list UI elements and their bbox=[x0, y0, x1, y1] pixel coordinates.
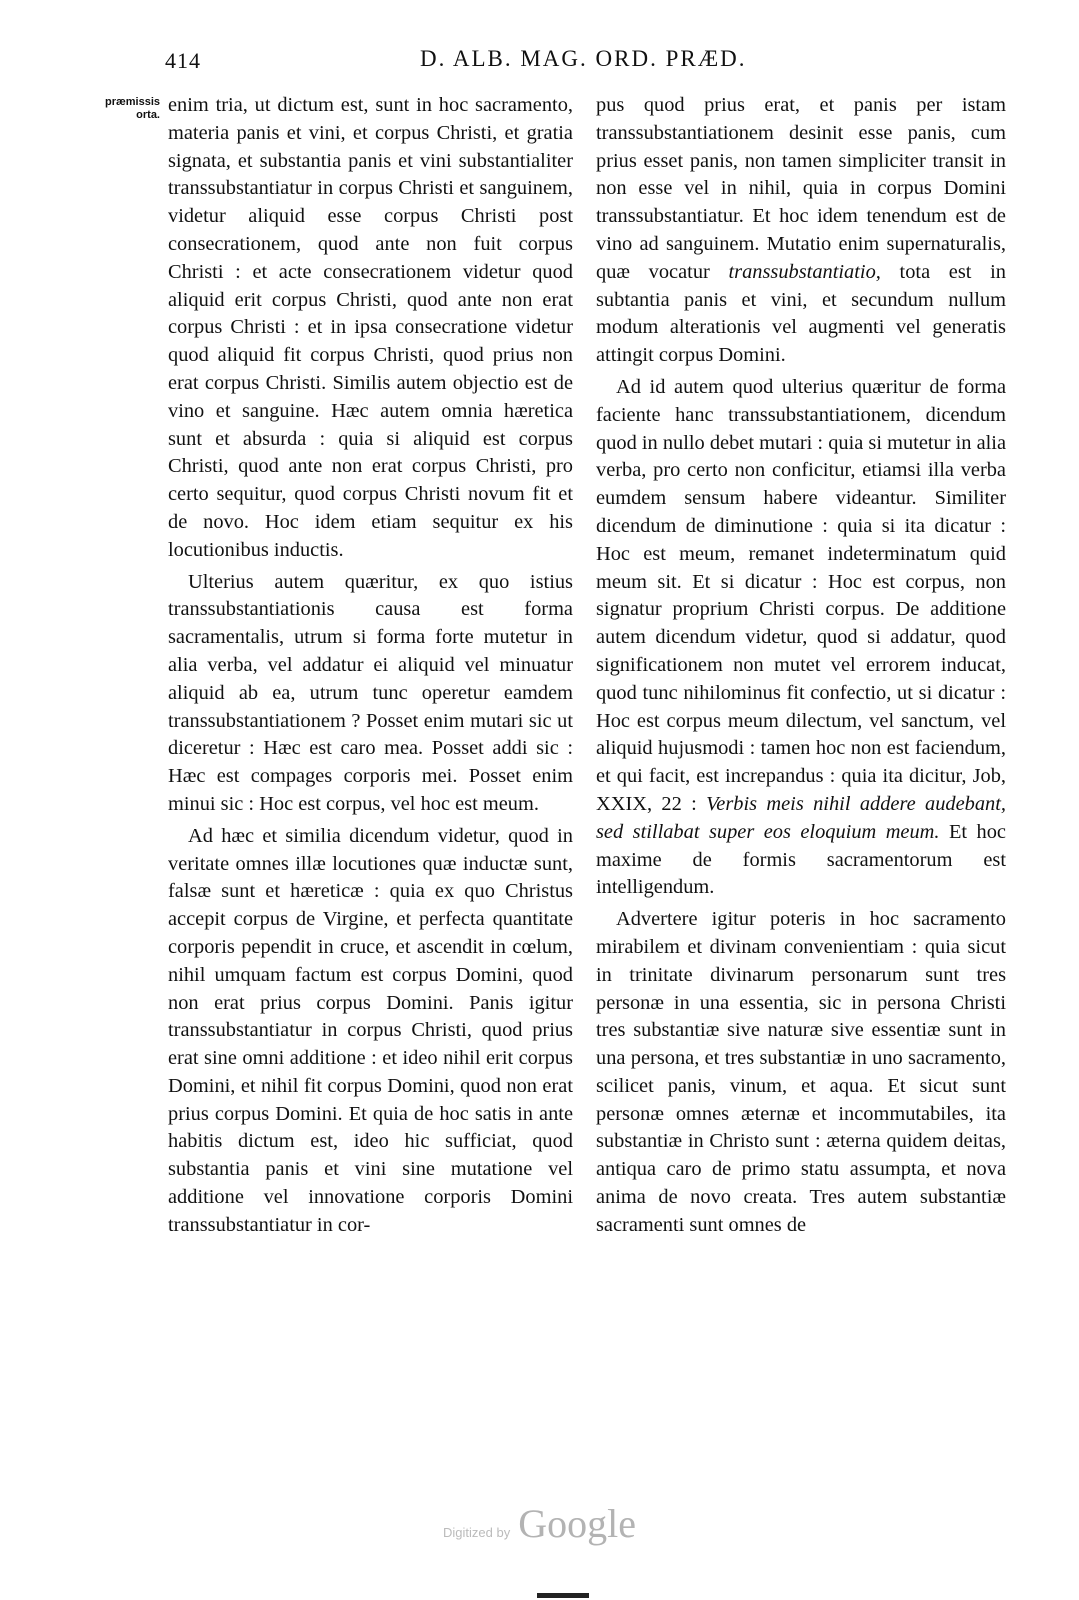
footer-watermark bbox=[0, 1500, 1079, 1547]
paragraph-text: tota est in subtantia panis et vini, et secundum nullum modum alterationis vel augmenti vel generatis attingit corpus Domini. bbox=[596, 260, 1006, 367]
paragraph-text: pus quod prius erat, et panis per istam transsubstantiationem desinit esse panis, cum prius esset panis, non tamen simpliciter transit in non esse vel in nihil, quia in corpus Domini transsubstantiatur. Et hoc idem tenendum est de vino ad sanguinem. Mutatio enim supernaturalis, quæ vocatur bbox=[596, 94, 1006, 283]
margin-note bbox=[78, 96, 160, 122]
paragraph-text: Ad id autem quod ulterius quæritur de forma faciente hanc transsubstantiationem, dicendum quod in nullo debet mutari : quia si mutetur in alia verba, pro certo non conficitur, etiamsi illa verba eumdem sensum habere videantur. Similiter dicendum de diminutione : quia si ita dicatur : Hoc est meum, remanet indeterminatum quid meum sit. Et si dicatur : Hoc est corpus, non signatur proprium Christi corpus. De additione autem dicendum videtur, quod si addatur, quod significationem non mutet vel errorem inducat, quod tunc nihilominus fit confectio, ut si dicatur : Hoc est corpus meum dilectum, vel sanctum, vel aliquid hujusmodi : tamen hoc non est faciendum, et qui facit, est increpandus : quia ita dicitur, Job, XXIX, 22 : bbox=[596, 375, 1007, 815]
paragraph: Ulterius autem quæritur, ex quo istius transsubstantiationis causa est forma sacramentalis, utrum si forma forte mutetur in alia verba, vel addatur ei aliquid vel minuatur aliquid ab ea, utrum tunc operetur eamdem transsubstantiationem ? Posset enim mutari sic ut diceretur : Hæc est caro mea. Posset addi sic : Hæc est compages corporis mei. Posset enim minui sic : Hoc est corpus, vel hoc est meum. bbox=[168, 570, 573, 815]
italic-term: transsubstantiatio, bbox=[728, 260, 881, 283]
paragraph: Advertere igitur poteris in hoc sacramento mirabilem et divinam convenientiam : quia sicut in trinitate divinarum personarum sunt tres personæ in una essentia, sic in persona Christi tres substantiæ sive naturæ sive essentiæ sunt in una persona, et tres substantiæ in uno sacramento, scilicet panis, vinum, et aqua. Et sicut sunt personæ omnes æternæ et incommutabiles, ita substantiæ in Christo sunt : æterna quidem deitas, antiqua caro de primo statu assumpta, et nova anima de novo creata. Tres autem substantiæ sacramenti sunt omnes de bbox=[596, 908, 1006, 1236]
paragraph bbox=[596, 92, 1006, 370]
running-head: D. ALB. MAG. ORD. PRÆD. bbox=[420, 46, 747, 71]
bottom-rule bbox=[537, 1593, 589, 1598]
margin-note-line: præmissis bbox=[104, 96, 160, 108]
paragraph-text: Et hoc maxime de formis sacramentorum est intelligendum. bbox=[596, 820, 1006, 899]
margin-note-line: orta. bbox=[136, 109, 160, 121]
page-number: 414 bbox=[165, 48, 201, 73]
left-column bbox=[168, 92, 573, 1244]
paragraph: Ad hæc et similia dicendum videtur, quod in veritate omnes illæ locutiones quæ inductæ sunt, falsæ sunt et hæreticæ : quia ex quo Christus accepit corpus de Virgine, et perfecta quantitate corporis pependit in cruce, et ascendit in cœlum, nihil umquam factum est corpus Domini, quod non erat prius corpus Domini. Panis igitur transsubstantiatur in corpus Christi, quod prius erat sine omni additione : et ideo nihil erit corpus Domini, et nihil fit corpus Domini, quod non erat prius corpus Domini. Et quia de hoc satis in ante habitis dictum est, ideo hic sufficiat, quod substantia panis et vini sine mutatione vel additione vel innovatione corporis Domini transsubstantiatur in cor- bbox=[168, 824, 573, 1236]
right-column bbox=[596, 92, 1006, 1244]
paragraph: enim tria, ut dictum est, sunt in hoc sacramento, materia panis et vini, et corpus Christi, et gratia signata, et substantia panis et vini substantialiter transsubstantiatur in corpus Christi et sanguinem, videtur aliquid esse corpus Christi post consecrationem, quod ante non fuit corpus Christi : et acte consecrationem videtur quod aliquid erit corpus Christi, quod ante non erat corpus Christi : et in ipsa consecratione videtur quod aliquid fit corpus Christi, quod prius non erat corpus Christi. Similis autem objectio est de vino et sanguine. Hæc autem omnia hæretica sunt et absurda : quia si aliquid est corpus Christi, quod ante non erat corpus Christi, pro certo sequitur, quod corpus Christi novum fit et de novo. Hoc idem etiam sequitur ex his locutionibus inductis. bbox=[168, 94, 573, 561]
digitized-by-label: Digitized by bbox=[443, 1525, 511, 1540]
google-logo: Google bbox=[518, 1501, 636, 1546]
paragraph bbox=[596, 374, 1006, 902]
scripture-quote: Verbis meis nihil addere audebant, sed stillabat super eos eloquium meum. bbox=[596, 792, 1006, 843]
